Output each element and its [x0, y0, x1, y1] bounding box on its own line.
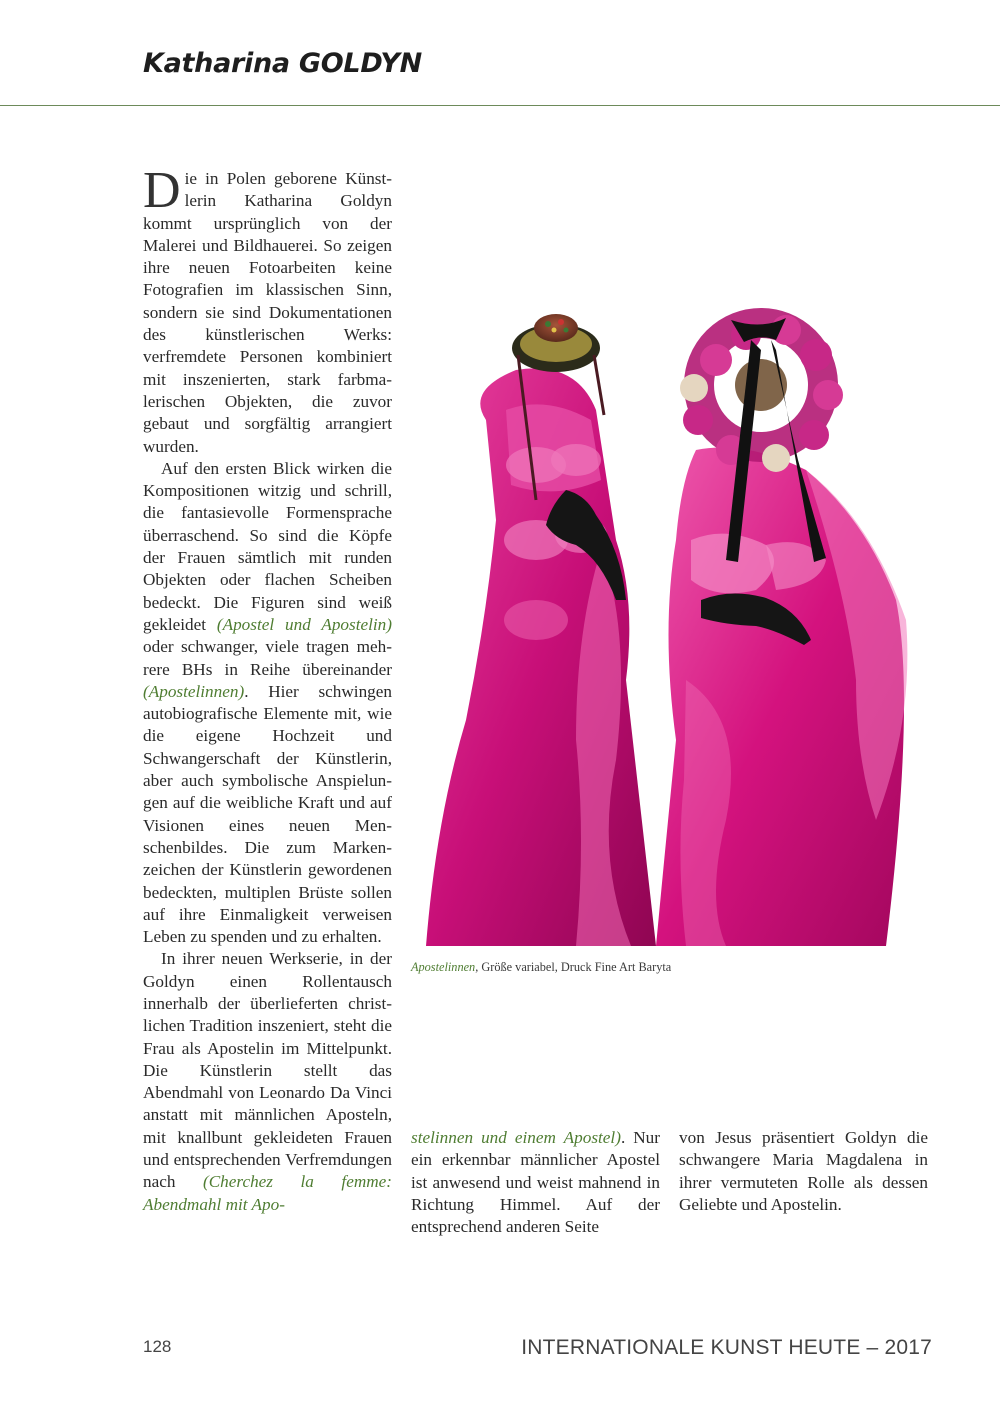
paragraph-2 — [143, 458, 392, 949]
paragraph-2-text-c: . Hier schwingen autobiografische Elemente mit, wie die eigene Hochzeit und Schwangerschaft der Künstlerin, aber auch symbolische Anspielungen auf die weibliche Kraft und auf Visionen eines neuen Menschenbildes. Die zum Markenzeichen der Künstlerin gewordenen bedeckten, multiplen Brüste sollen auf ihre Einmaligkeit verweisen Leben zu spenden und zu erhalten. — [143, 681, 392, 947]
work-title-cherchez-part1: (Cherchez la femme: Abendmahl mit Apo- — [143, 1172, 392, 1214]
paragraph-3-continued — [411, 1127, 660, 1238]
artwork-image — [426, 300, 914, 946]
drop-cap: D — [143, 162, 181, 219]
work-title-apostelinnen: (Apostelinnen) — [143, 681, 245, 701]
paragraph-intro-text: ie in Polen geborene Künstlerin Katharina Goldyn kommt ursprünglich von der Malerei und Bildhauerei. So zeigen ihre neuen Fotoarbeiten keine Fotografien im klassischen Sinn, sondern sie sind Dokumentationen des künstlerischen Werks: verfremdete Personen kombiniert mit inszenierten, stark farbmalerischen Objekten, die zuvor gebaut und sorgfältig arrangiert wurden. — [143, 169, 392, 456]
article-column-3 — [679, 1127, 928, 1216]
paragraph-3-end — [679, 1127, 928, 1216]
paragraph-3-text-a: In ihrer neuen Werkserie, in der Goldyn einen Rollentausch innerhalb der überlieferten christlichen Tradition inszeniert, steht die Frau als Apostelin im Mittelpunkt. Die Künstlerin stellt das Abendmahl von Leonardo Da Vinci anstatt mit männlichen Aposteln, mit knallbunt gekleideten Frauen und entsprechenden Verfremdungen nach — [143, 949, 392, 1192]
page-number: 128 — [143, 1337, 172, 1356]
work-title-cherchez-part2: stelinnen und einem Apostel) — [411, 1128, 621, 1147]
paragraph-3 — [143, 948, 392, 1216]
figure-caption — [411, 960, 671, 975]
artwork-illustration — [426, 300, 914, 946]
header-divider — [0, 105, 1000, 106]
article-column-1 — [143, 162, 392, 1216]
article-column-2 — [411, 1127, 660, 1238]
page-header-title: Katharina GOLDYN — [143, 48, 422, 79]
paragraph-2-text-a: Auf den ersten Blick wirken die Kompositionen witzig und schrill, die fantasievolle Formensprache überraschend. So sind die Köpfe der Frauen sämtlich mit runden Objekten oder flachen Scheiben bedeckt. Die Figuren sind weiß gekleidet — [143, 458, 392, 634]
paragraph-2-text-b: oder schwanger, viele tragen mehrere BHs in Reihe übereinander — [143, 637, 392, 679]
journal-title: INTERNATIONALE KUNST HEUTE – 2017 — [521, 1336, 932, 1359]
work-title-apostel: (Apostel und Apostelin) — [216, 614, 392, 634]
caption-work-title: Apostelinnen — [411, 960, 476, 974]
right-figure-headdress — [680, 315, 843, 472]
column-3-text: von Jesus präsentiert Goldyn die schwangere Maria Magdalena in ihrer vermuteten Rolle als dessen Geliebte und Apostelin. — [679, 1128, 928, 1214]
caption-details: , Größe variabel, Druck Fine Art Baryta — [475, 960, 672, 974]
paragraph-intro — [143, 162, 392, 458]
column-2-text: . Nur ein erkennbar männlicher Apostel ist anwesend und weist mahnend in Richtung Himmel. Auf der entsprechend anderen Seite — [411, 1128, 660, 1237]
